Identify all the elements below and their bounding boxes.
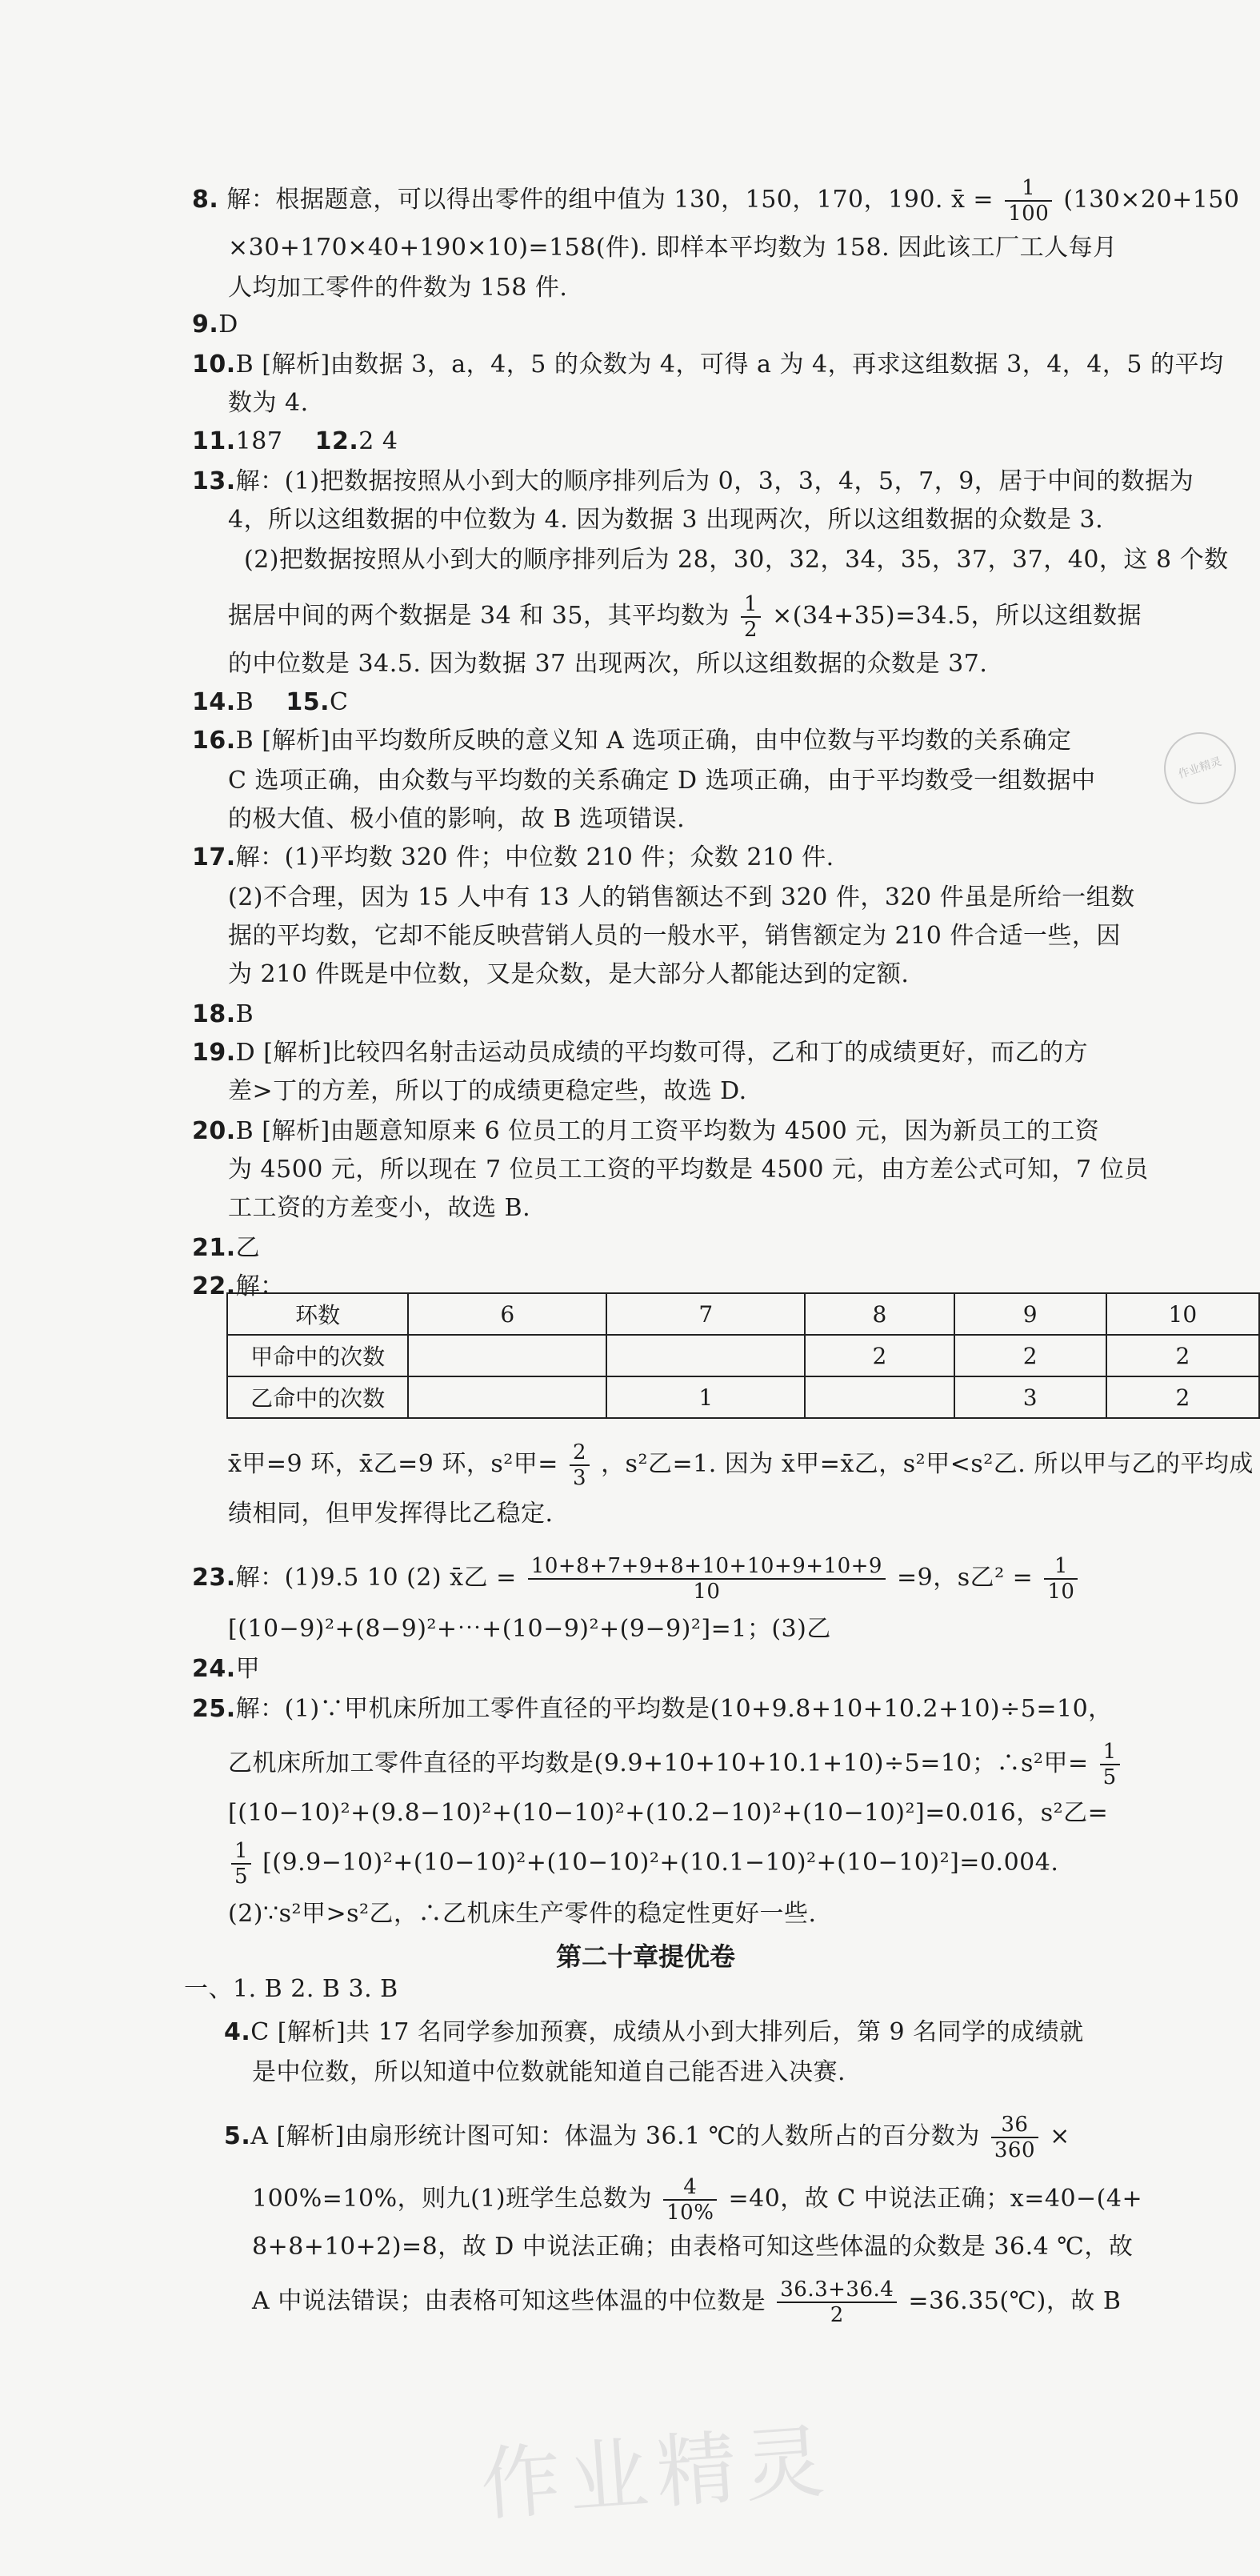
fraction-1-5-b: $\frac{1}{5}$ [231, 1839, 251, 1889]
q14-q15: 14.B 15.C [192, 688, 349, 716]
q17-line2: (2)不合理，因为 15 人中有 13 人的销售额达不到 320 件，320 件虽是所给一组数 [228, 883, 1135, 911]
s4-line2: 是中位数，所以知道中位数就能知道自己能否进入决赛. [252, 2058, 846, 2086]
s5-line1: 5.A [解析]由扇形统计图可知：体温为 36.1 ℃的人数所占的百分数为 $\frac{36}{360}$ × [224, 2113, 1070, 2162]
table-header-row: 环数 6 7 8 9 10 [227, 1293, 1259, 1335]
q23-line1: 23.解：(1)9.5 10 (2) x̄乙 = $\frac{10+8+7+9+8+10+10+9+10+9}{10}$ =9，s乙² = $\frac{1}{10}$ [192, 1554, 1081, 1604]
q13-line4: 据居中间的两个数据是 34 和 35，其平均数为 $\frac{1}{2}$ ×(34+35)=34.5，所以这组数据 [228, 592, 1142, 642]
q20-line2: 为 4500 元，所以现在 7 位员工工资的平均数是 4500 元，由方差公式可知，7 位员 [228, 1156, 1149, 1184]
table-row: 乙命中的次数 1 3 2 [227, 1376, 1259, 1418]
q17-line4: 为 210 件既是中位数，又是众数，是大部分人都能达到的定额. [228, 960, 910, 988]
q8-line1: 8. 解：根据题意，可以得出零件的组中值为 130，150，170，190. x̄ = $\frac{1}{100}$ (130×20+150 [192, 176, 1240, 226]
fraction-4-10pct: $\frac{4}{10\%}$ [663, 2175, 717, 2225]
q16-line2: C 选项正确，由众数与平均数的关系确定 D 选项正确，由于平均数受一组数据中 [228, 767, 1096, 795]
q13-line2: 4，所以这组数据的中位数为 4. 因为数据 3 出现两次，所以这组数据的众数是 3. [228, 506, 1104, 534]
q22-line2: 绩相同，但甲发挥得比乙稳定. [228, 1500, 554, 1528]
q25-line5: (2)∵s²甲>s²乙，∴乙机床生产零件的稳定性更好一些. [228, 1900, 817, 1928]
q13-line1: 13.解：(1)把数据按照从小到大的顺序排列后为 0，3，3，4，5，7，9，居于中间的数据为 [192, 467, 1194, 495]
watermark-logo: 作业精灵 [478, 2414, 836, 2533]
q20-line3: 工工资的方差变小，故选 B. [228, 1194, 531, 1222]
q21: 21.乙 [192, 1234, 261, 1262]
section-title: 第二十章提优卷 [556, 1941, 736, 1972]
q17-line3: 据的平均数，它却不能反映营销人员的一般水平，销售额定为 210 件合适一些，因 [228, 922, 1121, 950]
shooting-table [226, 1292, 1260, 1419]
fraction-median: $\frac{36.3+36.4}{2}$ [777, 2278, 897, 2327]
q11-q12: 11.187 12.2 4 [192, 427, 398, 455]
q17-line1: 17.解：(1)平均数 320 件；中位数 210 件；众数 210 件. [192, 843, 834, 871]
q10-line2: 数为 4. [228, 389, 309, 417]
s5-line4: A 中说法错误；由表格可知这些体温的中位数是 $\frac{36.3+36.4}{2}$ =36.35(℃)，故 B [252, 2278, 1122, 2327]
fraction-36-360: $\frac{36}{360}$ [991, 2113, 1038, 2162]
q18: 18.B [192, 1000, 254, 1028]
s5-line3: 8+8+10+2)=8，故 D 中说法正确；由表格可知这些体温的众数是 36.4 ℃，故 [252, 2233, 1134, 2261]
fraction-2-3: $\frac{2}{3}$ [570, 1440, 590, 1490]
q8-line3: 人均加工零件的件数为 158 件. [228, 274, 568, 302]
fraction-mean-yi: $\frac{10+8+7+9+8+10+10+9+10+9}{10}$ [528, 1554, 886, 1604]
q19-line2: 差>丁的方差，所以丁的成绩更稳定些，故选 D. [228, 1077, 747, 1105]
q10-line1: 10.B [解析]由数据 3，a，4，5 的众数为 4，可得 a 为 4，再求这组数据 3，4，4，5 的平均 [192, 351, 1224, 379]
q25-line2: 乙机床所加工零件直径的平均数是(9.9+10+10+10.1+10)÷5=10；∴s²甲= $\frac{1}{5}$ [228, 1740, 1123, 1789]
fraction-1-100: $\frac{1}{100}$ [1005, 176, 1052, 226]
s5-line2: 100%=10%，则九(1)班学生总数为 $\frac{4}{10\%}$ =40，故 C 中说法正确；x=40−(4+ [252, 2175, 1143, 2225]
q25-line1: 25.解：(1)∵甲机床所加工零件直径的平均数是(10+9.8+10+10.2+10)÷5=10， [192, 1695, 1113, 1723]
q13-line5: 的中位数是 34.5. 因为数据 37 出现两次，所以这组数据的众数是 37. [228, 650, 988, 678]
q9: 9.D [192, 310, 238, 339]
q16-line1: 16.B [解析]由平均数所反映的意义知 A 选项正确，由中位数与平均数的关系确定 [192, 727, 1072, 755]
q25-line4: $\frac{1}{5}$ [(9.9−10)²+(10−10)²+(10−10)²+(10.1−10)²+(10−10)²]=0.004. [228, 1839, 1058, 1889]
q19-line1: 19.D [解析]比较四名射击运动员成绩的平均数可得，乙和丁的成绩更好，而乙的方 [192, 1039, 1089, 1067]
q23-line2: [(10−9)²+(8−9)²+⋯+(10−9)²+(9−9)²]=1；(3)乙 [228, 1615, 831, 1643]
s1-answers: 一、1. B 2. B 3. B [184, 1975, 398, 2003]
q8-line2: ×30+170×40+190×10)=158(件). 即样本平均数为 158. 因此该工厂工人每月 [228, 234, 1118, 262]
q20-line1: 20.B [解析]由题意知原来 6 位员工的月工资平均数为 4500 元，因为新员工的工资 [192, 1117, 1100, 1145]
fraction-1-2: $\frac{1}{2}$ [741, 592, 761, 642]
q24: 24.甲 [192, 1655, 261, 1683]
q22-line1: x̄甲=9 环，x̄乙=9 环，s²甲= $\frac{2}{3}$ ，s²乙=1. 因为 x̄甲=x̄乙，s²甲<s²乙. 所以甲与乙的平均成 [228, 1440, 1254, 1490]
fraction-1-5: $\frac{1}{5}$ [1100, 1740, 1120, 1789]
q25-line3: [(10−10)²+(9.8−10)²+(10−10)²+(10.2−10)²+(10−10)²]=0.016，s²乙= [228, 1799, 1109, 1827]
s4-line1: 4.C [解析]共 17 名同学参加预赛，成绩从小到大排列后，第 9 名同学的成绩就 [224, 2018, 1084, 2046]
q8-number: 8. [192, 186, 219, 214]
q13-line3: (2)把数据按照从小到大的顺序排列后为 28，30，32，34，35，37，37，40，这 8 个数 [244, 546, 1229, 574]
stamp-logo: 作业精灵 [1154, 723, 1245, 813]
q16-line3: 的极大值、极小值的影响，故 B 选项错误. [228, 805, 686, 833]
table-row: 甲命中的次数 2 2 2 [227, 1335, 1259, 1376]
q22-intro: 22.解： [192, 1272, 285, 1300]
fraction-1-10: $\frac{1}{10}$ [1044, 1554, 1078, 1604]
